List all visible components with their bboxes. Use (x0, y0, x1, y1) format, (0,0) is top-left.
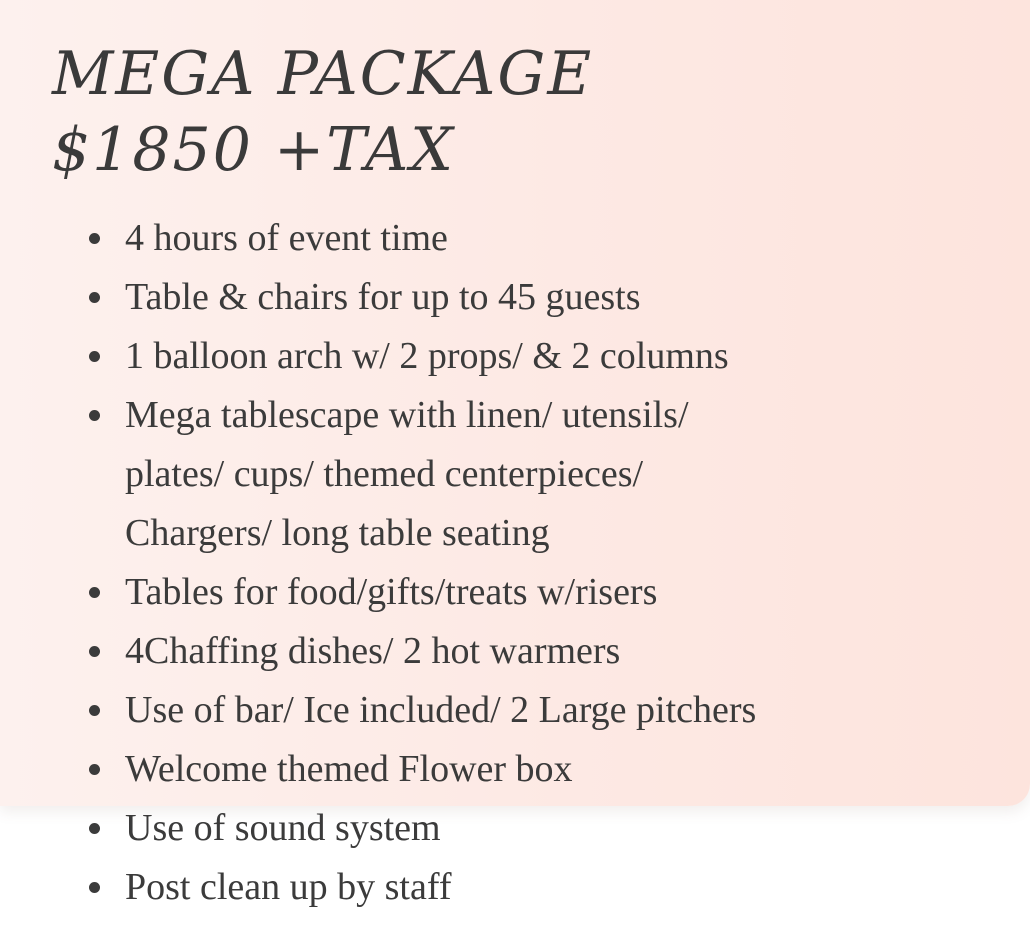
feature-text-continued: Chargers/ long table seating (125, 512, 550, 554)
bullet-dot-icon (89, 823, 100, 834)
bullet-dot-icon (89, 410, 100, 421)
bullet-dot-icon (89, 705, 100, 716)
feature-item (0, 622, 1030, 681)
feature-item (0, 268, 1030, 327)
feature-text-continued: plates/ cups/ themed centerpieces/ (125, 453, 644, 495)
bullet-dot-icon (89, 233, 100, 244)
feature-item (0, 740, 1030, 799)
feature-item (0, 327, 1030, 386)
feature-text: Use of bar/ Ice included/ 2 Large pitchers (125, 689, 757, 731)
feature-item (0, 563, 1030, 622)
bullet-dot-icon (89, 292, 100, 303)
feature-item (0, 681, 1030, 740)
feature-text: Use of sound system (125, 807, 441, 849)
feature-list (0, 209, 1030, 917)
feature-text: Welcome themed Flower box (125, 748, 573, 790)
bullet-dot-icon (89, 351, 100, 362)
package-name: MEGA PACKAGE (52, 39, 594, 109)
feature-text: Table & chairs for up to 45 guests (125, 276, 641, 318)
package-title (52, 36, 593, 188)
feature-text: 1 balloon arch w/ 2 props/ & 2 columns (125, 335, 729, 377)
bullet-dot-icon (89, 882, 100, 893)
feature-item (0, 386, 1030, 563)
feature-item (0, 209, 1030, 268)
feature-text: Tables for food/gifts/treats w/risers (125, 571, 658, 613)
feature-text: Post clean up by staff (125, 866, 452, 908)
feature-item (0, 799, 1030, 858)
package-price: $1850 +TAX (52, 115, 455, 185)
bullet-dot-icon (89, 587, 100, 598)
feature-text: Mega tablescape with linen/ utensils/ (125, 394, 689, 436)
feature-text: 4 hours of event time (125, 217, 448, 259)
feature-item (0, 858, 1030, 917)
bullet-dot-icon (89, 764, 100, 775)
bullet-dot-icon (89, 646, 100, 657)
feature-text: 4Chaffing dishes/ 2 hot warmers (125, 630, 621, 672)
